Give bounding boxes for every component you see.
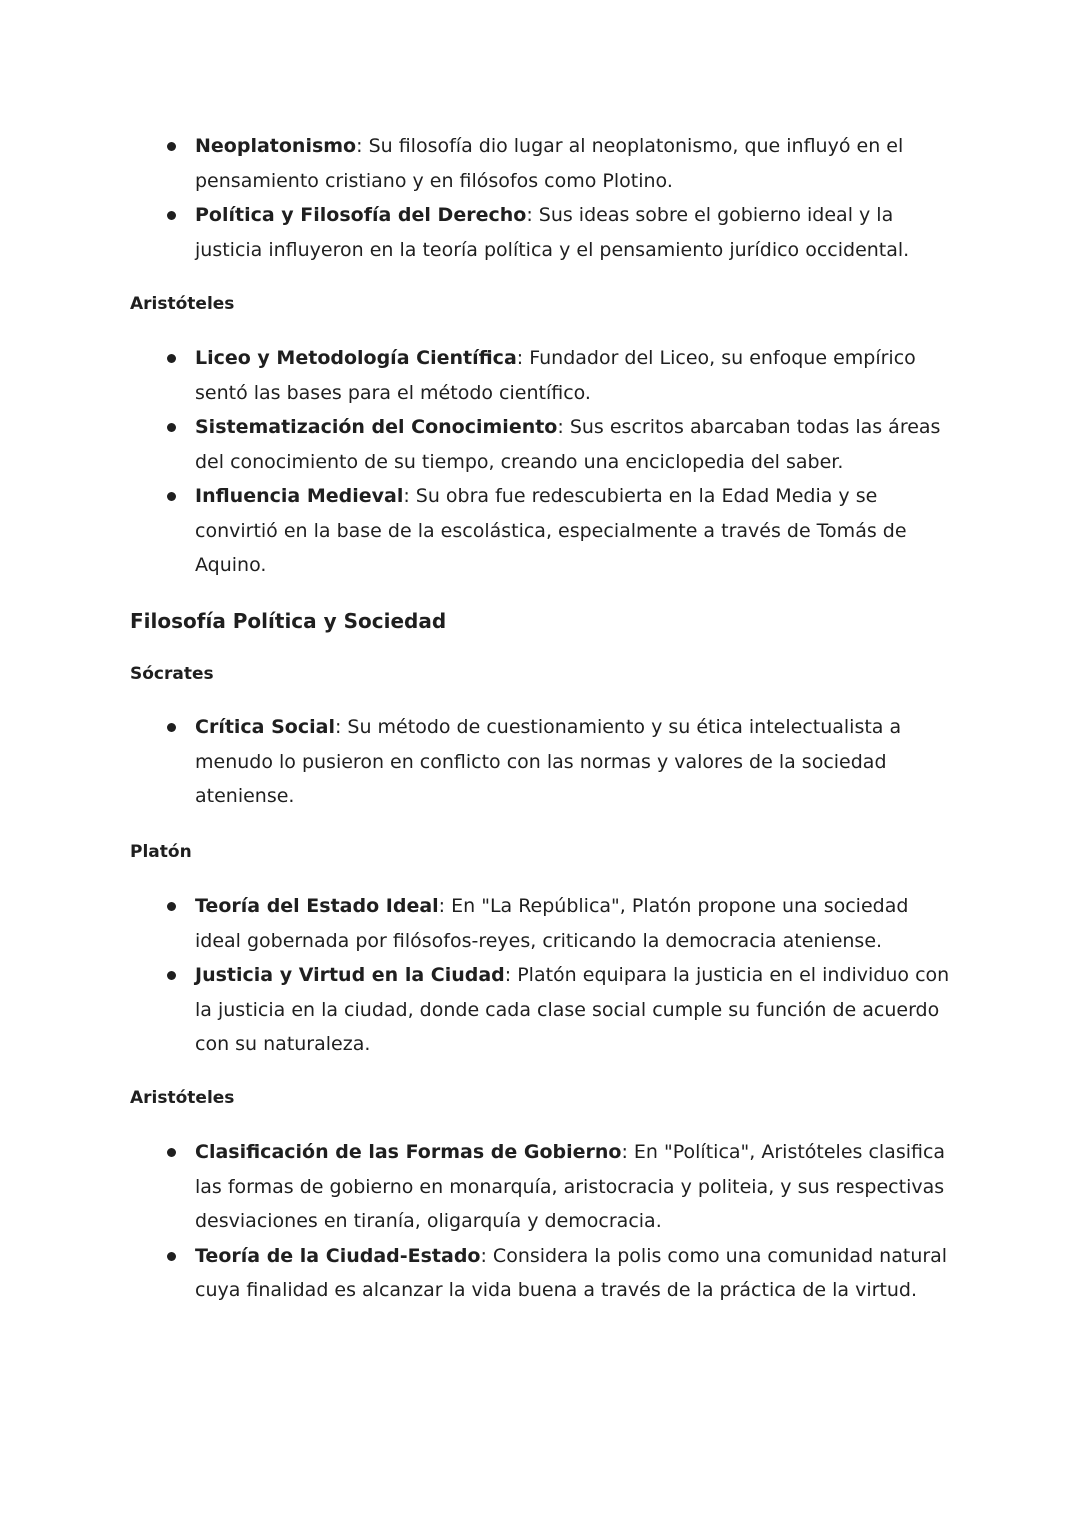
subheading-aristoteles: Aristóteles <box>130 294 235 314</box>
subheading-aristoteles-2: Aristóteles <box>130 1088 235 1108</box>
aristoteles-legacy-list <box>130 341 960 583</box>
item-text: : Sus ideas sobre el gobierno ideal y la justicia influyeron en la teoría política y el pensamiento jurídico occidental. <box>195 204 910 261</box>
item-term: Liceo y Metodología Científica <box>195 347 517 369</box>
aristoteles-politics-list <box>130 1135 960 1308</box>
platon-legacy-list <box>130 129 960 267</box>
item-text: : Su obra fue redescubierta en la Edad Media y se convirtió en la base de la escolástica, especialmente a través de Tomás de Aquino. <box>195 485 907 576</box>
list-item <box>130 479 960 583</box>
list-item <box>130 1135 960 1239</box>
list-item <box>130 129 960 198</box>
item-term: Neoplatonismo <box>195 135 357 157</box>
item-term: Sistematización del Conocimiento <box>195 416 558 438</box>
section-title: Filosofía Política y Sociedad <box>130 609 447 633</box>
list-item <box>130 958 960 1062</box>
item-term: Influencia Medieval <box>195 485 404 507</box>
item-term: Política y Filosofía del Derecho <box>195 204 527 226</box>
socrates-list <box>130 710 960 814</box>
list-item <box>130 198 960 267</box>
item-term: Teoría de la Ciudad-Estado <box>195 1244 481 1267</box>
item-text: : En "La República", Platón propone una sociedad ideal gobernada por filósofos-reyes, criticando la democracia ateniense. <box>195 895 909 952</box>
item-term: Teoría del Estado Ideal <box>195 895 439 917</box>
item-text: : En "Política", Aristóteles clasifica las formas de gobierno en monarquía, aristocracia y politeia, y sus respectivas desviaciones en tiranía, oligarquía y democracia. <box>195 1141 946 1232</box>
list-item <box>130 410 960 479</box>
list-item <box>130 1239 960 1308</box>
item-text: : Sus escritos abarcaban todas las áreas del conocimiento de su tiempo, creando una enciclopedia del saber. <box>195 416 941 473</box>
item-term: Crítica Social <box>195 716 335 738</box>
item-text: : Platón equipara la justicia en el individuo con la justicia en la ciudad, donde cada clase social cumple su función de acuerdo con su naturaleza. <box>195 964 950 1055</box>
list-item <box>130 710 960 814</box>
item-text: : Su filosofía dio lugar al neoplatonismo, que influyó en el pensamiento cristiano y en filósofos como Plotino. <box>195 135 904 192</box>
subheading-socrates: Sócrates <box>130 664 214 684</box>
item-text: : Considera la polis como una comunidad natural cuya finalidad es alcanzar la vida buena a través de la práctica de la virtud. <box>195 1244 948 1301</box>
list-item <box>130 341 960 410</box>
subheading-platon: Platón <box>130 842 192 862</box>
item-text: : Su método de cuestionamiento y su ética intelectualista a menudo lo pusieron en conflicto con las normas y valores de la sociedad ateniense. <box>195 716 902 807</box>
item-term: Clasificación de las Formas de Gobierno <box>195 1141 622 1163</box>
item-term: Justicia y Virtud en la Ciudad <box>195 964 505 986</box>
item-text: : Fundador del Liceo, su enfoque empírico sentó las bases para el método científico. <box>195 347 916 404</box>
platon-list <box>130 889 960 1062</box>
list-item <box>130 889 960 958</box>
